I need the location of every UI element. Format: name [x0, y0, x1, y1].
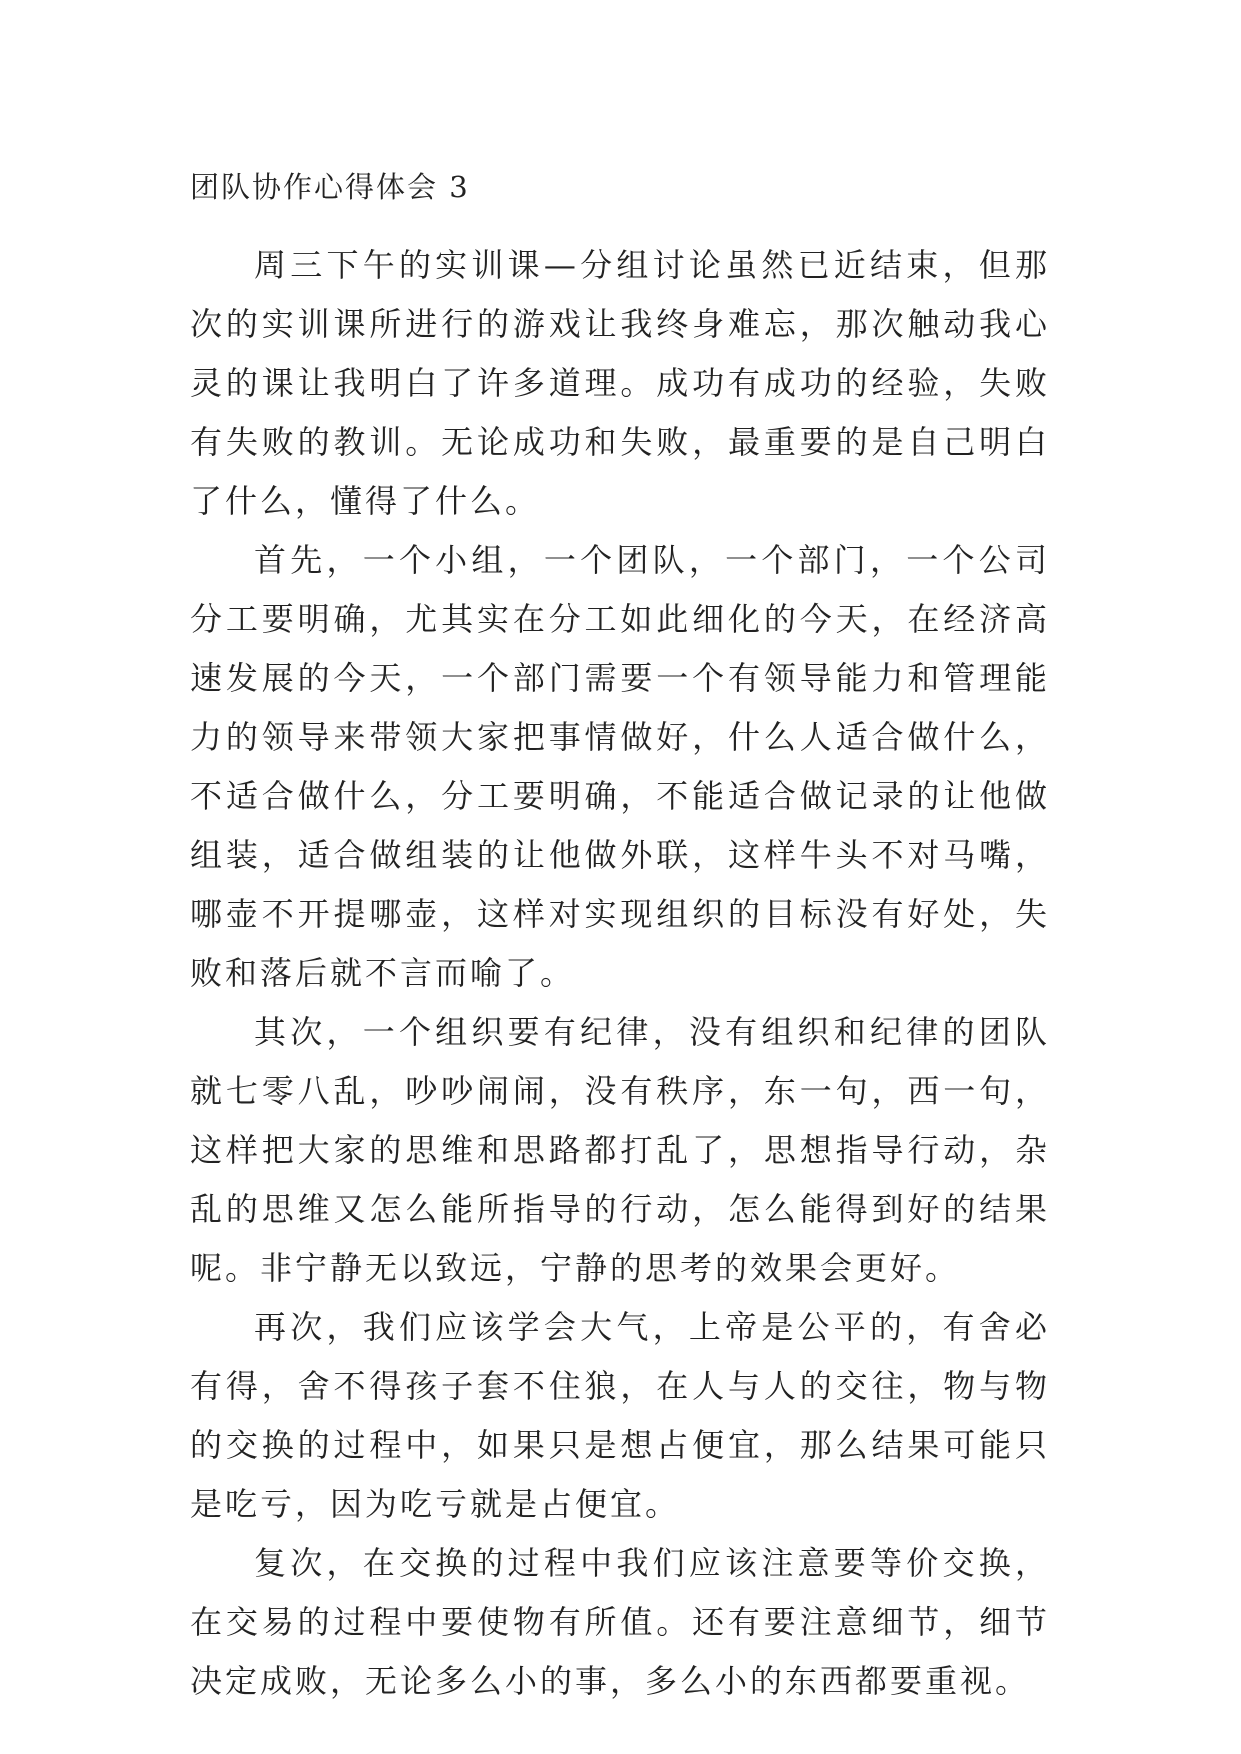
document-title: 团队协作心得体会 3 [190, 170, 470, 204]
paragraph-2: 首先，一个小组，一个团队，一个部门，一个公司分工要明确，尤其实在分工如此细化的今天，在经济高速发展的今天，一个部门需要一个有领导能力和管理能力的领导来带领大家把事情做好，什么人适合做什么，不适合做什么，分工要明确，不能适合做记录的让他做组装，适合做组装的让他做外联，这样牛头不对马嘴，哪壶不开提哪壶，这样对实现组织的目标没有好处，失败和落后就不言而喻了。 [190, 541, 1050, 992]
document-body [190, 166, 1050, 1711]
paragraph-5: 复次，在交换的过程中我们应该注意要等价交换，在交易的过程中要使物有所值。还有要注意细节，细节决定成败，无论多么小的事，多么小的东西都要重视。 [190, 1544, 1050, 1700]
paragraph-3: 其次，一个组织要有纪律，没有组织和纪律的团队就七零八乱，吵吵闹闹，没有秩序，东一句，西一句，这样把大家的思维和思路都打乱了，思想指导行动，杂乱的思维又怎么能所指导的行动，怎么能得到好的结果呢。非宁静无以致远，宁静的思考的效果会更好。 [190, 1013, 1050, 1287]
paragraph-1: 周三下午的实训课—分组讨论虽然已近结束，但那次的实训课所进行的游戏让我终身难忘，那次触动我心灵的课让我明白了许多道理。成功有成功的经验，失败有失败的教训。无论成功和失败，最重要的是自己明白了什么，懂得了什么。 [190, 246, 1050, 520]
paragraph-4: 再次，我们应该学会大气，上帝是公平的，有舍必有得，舍不得孩子套不住狼，在人与人的交往，物与物的交换的过程中，如果只是想占便宜，那么结果可能只是吃亏，因为吃亏就是占便宜。 [190, 1308, 1050, 1523]
